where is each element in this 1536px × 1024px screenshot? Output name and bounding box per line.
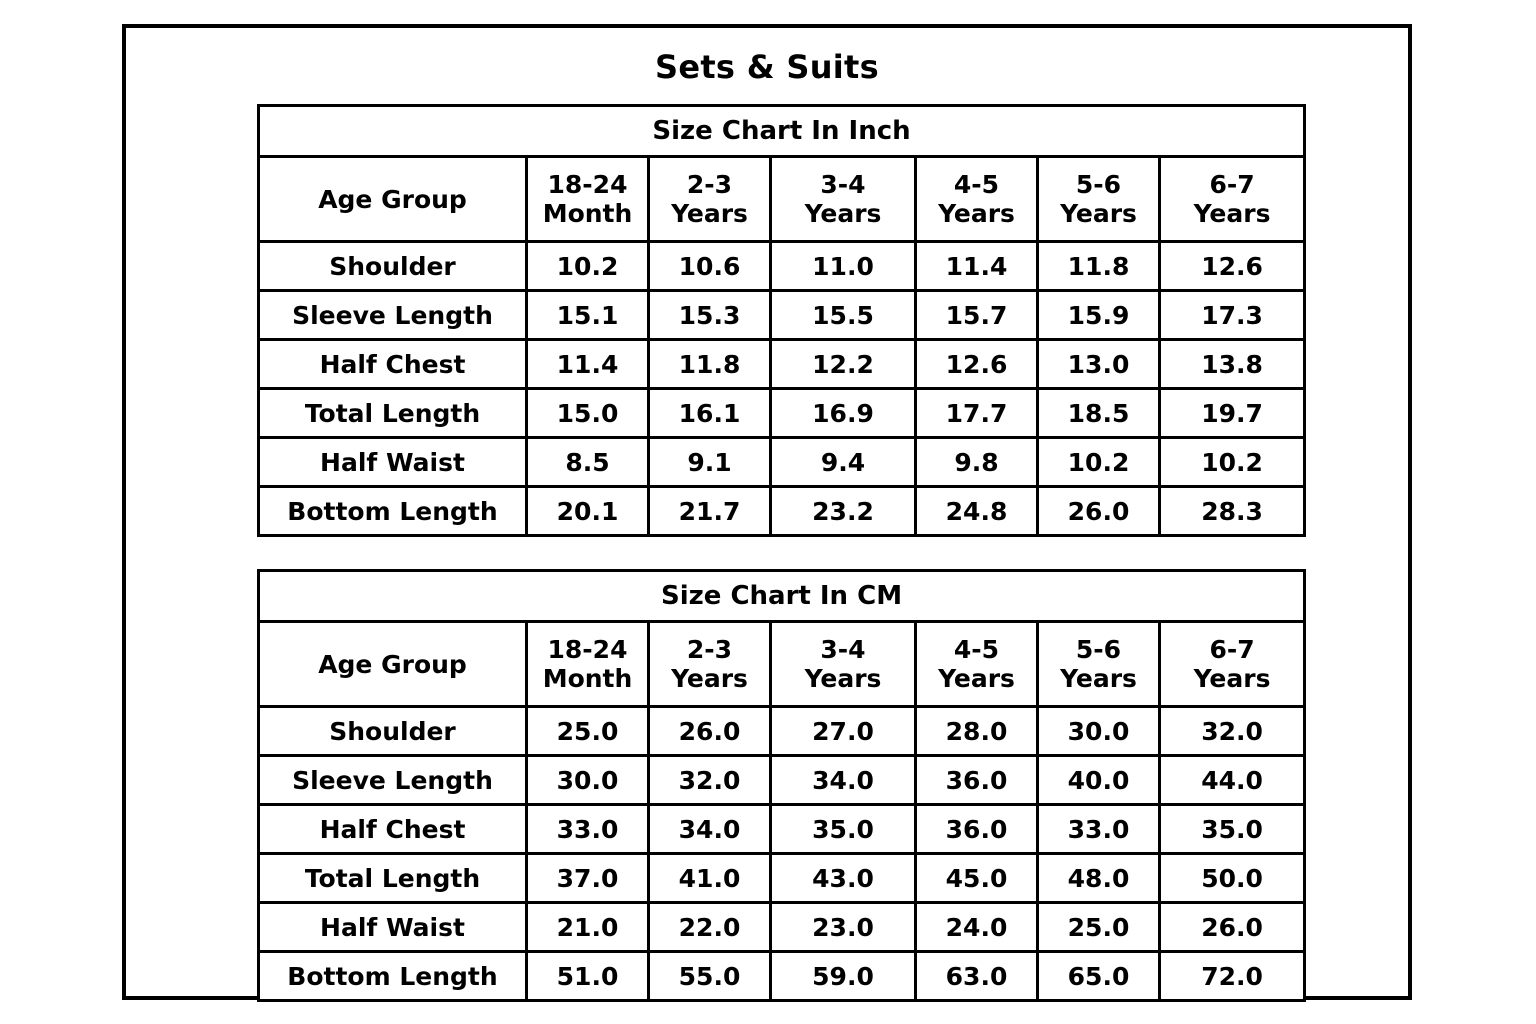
cell-value: 44.0 — [1160, 756, 1305, 805]
column-header-6-7-years — [1160, 622, 1305, 707]
table-caption-row — [259, 571, 1305, 622]
cell-value: 19.7 — [1160, 389, 1305, 438]
row-label-half-chest: Half Chest — [259, 340, 527, 389]
table-row — [259, 487, 1305, 536]
cell-value: 33.0 — [1038, 805, 1160, 854]
cell-value: 11.4 — [916, 242, 1038, 291]
row-label-shoulder: Shoulder — [259, 242, 527, 291]
table-row — [259, 389, 1305, 438]
column-header-line1: 2-3 — [686, 634, 733, 664]
column-header-5-6-years — [1038, 157, 1160, 242]
cell-value: 17.7 — [916, 389, 1038, 438]
table-row — [259, 903, 1305, 952]
cell-value: 20.1 — [527, 487, 649, 536]
table-caption: Size Chart In Inch — [259, 106, 1305, 157]
cell-value: 15.5 — [771, 291, 916, 340]
cell-value: 72.0 — [1160, 952, 1305, 1001]
cell-value: 59.0 — [771, 952, 916, 1001]
cell-value: 63.0 — [916, 952, 1038, 1001]
table-row — [259, 291, 1305, 340]
cell-value: 41.0 — [649, 854, 771, 903]
cell-value: 15.9 — [1038, 291, 1160, 340]
column-header-line2: Years — [804, 199, 882, 228]
column-header-line2: Month — [542, 199, 633, 228]
column-header-line1: 4-5 — [953, 169, 1000, 199]
cell-value: 17.3 — [1160, 291, 1305, 340]
column-header-line2: Years — [1193, 664, 1271, 693]
cell-value: 48.0 — [1038, 854, 1160, 903]
cell-value: 25.0 — [527, 707, 649, 756]
column-header-4-5-years — [916, 622, 1038, 707]
column-header-line2: Years — [671, 199, 748, 228]
cell-value: 27.0 — [771, 707, 916, 756]
table-row — [259, 242, 1305, 291]
column-header-line2: Years — [938, 664, 1015, 693]
cell-value: 21.0 — [527, 903, 649, 952]
cell-value: 11.8 — [649, 340, 771, 389]
cell-value: 28.0 — [916, 707, 1038, 756]
cell-value: 34.0 — [649, 805, 771, 854]
cell-value: 16.1 — [649, 389, 771, 438]
row-label-bottom-length: Bottom Length — [259, 487, 527, 536]
column-header-3-4-years — [771, 157, 916, 242]
table-caption-row — [259, 106, 1305, 157]
column-header-line2: Month — [542, 664, 633, 693]
cell-value: 22.0 — [649, 903, 771, 952]
cell-value: 32.0 — [1160, 707, 1305, 756]
column-header-6-7-years — [1160, 157, 1305, 242]
cell-value: 23.2 — [771, 487, 916, 536]
size-chart-inch-table — [257, 104, 1306, 537]
row-label-sleeve-length: Sleeve Length — [259, 291, 527, 340]
row-label-total-length: Total Length — [259, 389, 527, 438]
cell-value: 9.8 — [916, 438, 1038, 487]
cell-value: 24.0 — [916, 903, 1038, 952]
cell-value: 11.4 — [527, 340, 649, 389]
row-label-half-chest: Half Chest — [259, 805, 527, 854]
column-header-line1: 3-4 — [820, 169, 866, 199]
cell-value: 13.8 — [1160, 340, 1305, 389]
table-caption: Size Chart In CM — [259, 571, 1305, 622]
cell-value: 12.2 — [771, 340, 916, 389]
cell-value: 10.6 — [649, 242, 771, 291]
column-header-line1: 18-24 — [547, 634, 628, 664]
column-header-line1: 5-6 — [1075, 634, 1122, 664]
table-row — [259, 438, 1305, 487]
size-chart-cm-table — [257, 569, 1306, 1002]
column-header-line2: Years — [1060, 199, 1137, 228]
cell-value: 11.8 — [1038, 242, 1160, 291]
cell-value: 12.6 — [1160, 242, 1305, 291]
cell-value: 33.0 — [527, 805, 649, 854]
cell-value: 23.0 — [771, 903, 916, 952]
table-row — [259, 952, 1305, 1001]
age-group-header: Age Group — [259, 157, 527, 242]
cell-value: 37.0 — [527, 854, 649, 903]
table-row — [259, 854, 1305, 903]
cell-value: 28.3 — [1160, 487, 1305, 536]
cell-value: 34.0 — [771, 756, 916, 805]
table-row — [259, 340, 1305, 389]
cell-value: 32.0 — [649, 756, 771, 805]
cell-value: 24.8 — [916, 487, 1038, 536]
cell-value: 21.7 — [649, 487, 771, 536]
cell-value: 8.5 — [527, 438, 649, 487]
cell-value: 55.0 — [649, 952, 771, 1001]
cell-value: 45.0 — [916, 854, 1038, 903]
cell-value: 9.4 — [771, 438, 916, 487]
cell-value: 30.0 — [1038, 707, 1160, 756]
row-label-total-length: Total Length — [259, 854, 527, 903]
cell-value: 15.7 — [916, 291, 1038, 340]
table-header-row — [259, 622, 1305, 707]
row-label-half-waist: Half Waist — [259, 903, 527, 952]
cell-value: 26.0 — [649, 707, 771, 756]
cell-value: 15.1 — [527, 291, 649, 340]
table-row — [259, 756, 1305, 805]
cell-value: 12.6 — [916, 340, 1038, 389]
column-header-18-24-month — [527, 622, 649, 707]
column-header-line2: Years — [938, 199, 1015, 228]
cell-value: 35.0 — [1160, 805, 1305, 854]
cell-value: 18.5 — [1038, 389, 1160, 438]
column-header-line2: Years — [1193, 199, 1271, 228]
cell-value: 36.0 — [916, 756, 1038, 805]
table-row — [259, 707, 1305, 756]
cell-value: 11.0 — [771, 242, 916, 291]
table-row — [259, 805, 1305, 854]
cell-value: 26.0 — [1038, 487, 1160, 536]
row-label-shoulder: Shoulder — [259, 707, 527, 756]
page-title: Sets & Suits — [654, 48, 880, 86]
cell-value: 9.1 — [649, 438, 771, 487]
column-header-line1: 6-7 — [1209, 634, 1255, 664]
cell-value: 40.0 — [1038, 756, 1160, 805]
cell-value: 25.0 — [1038, 903, 1160, 952]
cell-value: 10.2 — [1160, 438, 1305, 487]
column-header-2-3-years — [649, 157, 771, 242]
column-header-line1: 4-5 — [953, 634, 1000, 664]
cell-value: 26.0 — [1160, 903, 1305, 952]
cell-value: 10.2 — [1038, 438, 1160, 487]
size-chart-inch-wrapper — [257, 104, 1277, 537]
column-header-18-24-month — [527, 157, 649, 242]
column-header-line1: 5-6 — [1075, 169, 1122, 199]
column-header-2-3-years — [649, 622, 771, 707]
cell-value: 15.0 — [527, 389, 649, 438]
column-header-line2: Years — [1060, 664, 1137, 693]
row-label-half-waist: Half Waist — [259, 438, 527, 487]
column-header-line1: 2-3 — [686, 169, 733, 199]
column-header-line2: Years — [804, 664, 882, 693]
column-header-line1: 6-7 — [1209, 169, 1255, 199]
size-chart-cm-wrapper — [257, 569, 1277, 1002]
column-header-line1: 3-4 — [820, 634, 866, 664]
cell-value: 30.0 — [527, 756, 649, 805]
chart-frame — [122, 24, 1412, 1000]
cell-value: 10.2 — [527, 242, 649, 291]
cell-value: 13.0 — [1038, 340, 1160, 389]
cell-value: 51.0 — [527, 952, 649, 1001]
table-header-row — [259, 157, 1305, 242]
row-label-bottom-length: Bottom Length — [259, 952, 527, 1001]
cell-value: 36.0 — [916, 805, 1038, 854]
cell-value: 16.9 — [771, 389, 916, 438]
cell-value: 50.0 — [1160, 854, 1305, 903]
column-header-line2: Years — [671, 664, 748, 693]
column-header-4-5-years — [916, 157, 1038, 242]
column-header-line1: 18-24 — [547, 169, 628, 199]
cell-value: 65.0 — [1038, 952, 1160, 1001]
column-header-5-6-years — [1038, 622, 1160, 707]
row-label-sleeve-length: Sleeve Length — [259, 756, 527, 805]
cell-value: 43.0 — [771, 854, 916, 903]
cell-value: 35.0 — [771, 805, 916, 854]
age-group-header: Age Group — [259, 622, 527, 707]
cell-value: 15.3 — [649, 291, 771, 340]
column-header-3-4-years — [771, 622, 916, 707]
